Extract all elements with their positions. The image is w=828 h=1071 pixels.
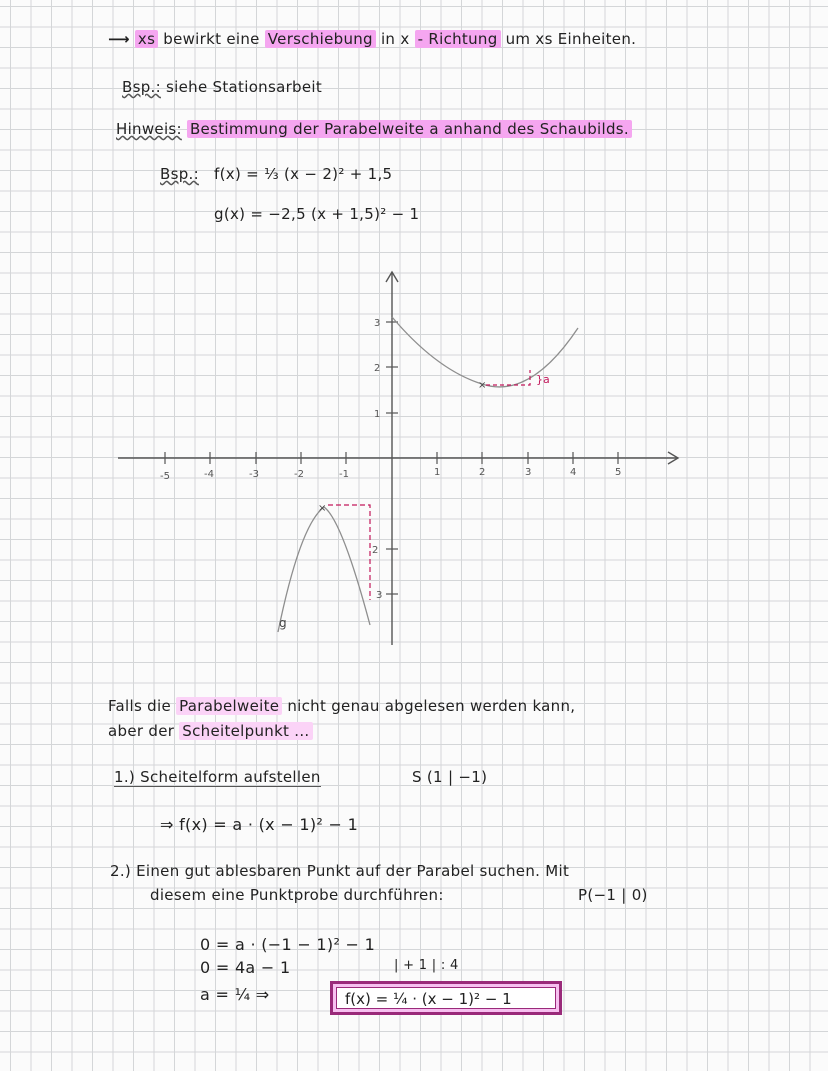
falls-text-b: nicht genau abgelesen werden kann, [287,697,576,715]
step1-label: 1.) Scheitelform aufstellen [114,768,321,786]
parabola-g [278,507,370,632]
x-tick-label: 2 [479,467,486,478]
step1-formula: ⇒ f(x) = a · (x − 1)² − 1 [160,815,359,834]
bsp1-label: Bsp.: [122,78,161,96]
x-tick-label: -5 [160,471,170,482]
falls-text-c: aber der [108,722,175,740]
x-tick-label: -4 [204,469,214,480]
function-g: g(x) = −2,5 (x + 1,5)² − 1 [214,205,420,223]
parabola-f [392,317,578,387]
falls-line2 [108,722,313,740]
x-tick-label: 3 [525,467,532,478]
bsp1-text: siehe Stationsarbeit [166,78,323,96]
x-tick-label: 1 [434,467,441,478]
y-tick-label: 1 [374,409,381,420]
x-tick-label: -1 [339,469,349,480]
y-tick-label: 2 [374,363,381,374]
falls-text-a: Falls die [108,697,171,715]
intro-var: xs [135,30,158,48]
label-a: }a [536,373,550,386]
step2-line1: 2.) Einen gut ablesbaren Punkt auf der Parabel suchen. Mit [110,862,570,880]
vertex-g-marker: × [318,503,327,514]
step2-point: P(−1 | 0) [578,886,648,904]
result-box [330,981,562,1015]
vertex-f-marker: × [478,380,487,391]
x-tick-label: 5 [615,467,622,478]
function-f: f(x) = ⅓ (x − 2)² + 1,5 [214,165,393,183]
intro-text-a: bewirkt eine [163,30,260,48]
bsp2-label: Bsp.: [160,165,199,183]
y-tick-label: 2 [372,545,379,556]
falls-line1 [108,697,575,715]
falls-highlight-parabelweite: Parabelweite [176,697,282,715]
result-formula: f(x) = ¼ · (x − 1)² − 1 [336,987,556,1009]
intro-highlight-verschiebung: Verschiebung [265,30,376,48]
calc-line2: 0 = 4a − 1 [200,958,291,977]
step1-point: S (1 | −1) [412,768,488,786]
hinweis-label: Hinweis: [116,120,182,138]
step1-line [114,768,321,786]
y-tick-label: 3 [374,318,381,329]
label-g: g [279,616,287,630]
y-tick-label: 3 [376,590,383,601]
step2-line2: diesem eine Punktprobe durchführen: [150,886,444,904]
calc-line1: 0 = a · (−1 − 1)² − 1 [200,935,376,954]
calc-line3: a = ¼ ⇒ [200,985,270,1004]
calc-operations: | + 1 | : 4 [394,958,459,973]
slope-triangle-f [486,370,530,385]
x-tick-label: -3 [249,469,259,480]
intro-text-c: x [400,30,410,48]
x-tick-label: 4 [570,467,577,478]
intro-text-b: in [380,30,396,48]
x-tick-label: -2 [294,469,304,480]
arrow-icon: ⟶ [108,30,130,48]
intro-text-d: um xs Einheiten. [505,30,637,48]
intro-highlight-richtung: - Richtung [415,30,501,48]
falls-highlight-scheitelpunkt: Scheitelpunkt ... [179,722,312,740]
hinweis-text: Bestimmung der Parabelweite a anhand des Schaubilds. [187,120,632,138]
